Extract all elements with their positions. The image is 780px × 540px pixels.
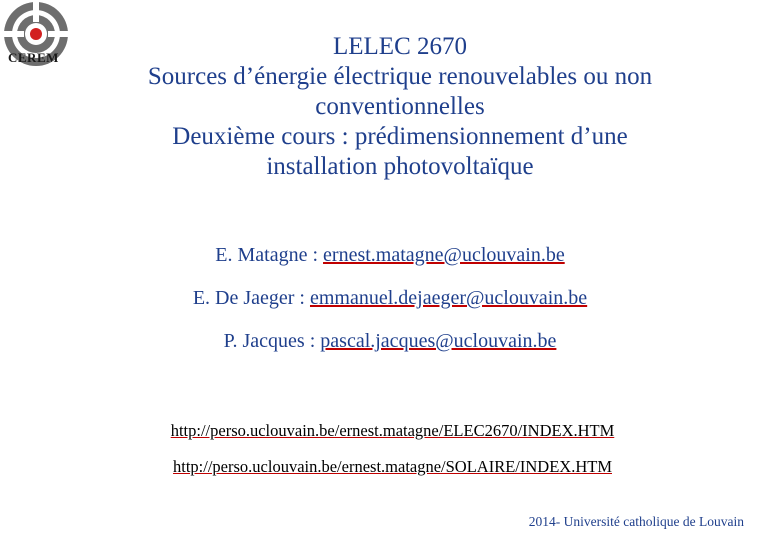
title-line-3: conventionnelles [315, 93, 485, 120]
footer-text: 2014- Université catholique de Louvain [528, 514, 744, 529]
course-link[interactable]: http://perso.uclouvain.be/ernest.matagne/SOLAIRE/INDEX.HTM [173, 457, 612, 476]
contact-row [0, 330, 780, 353]
course-link[interactable]: http://perso.uclouvain.be/ernest.matagne/ELEC2670/INDEX.HTM [170, 421, 615, 440]
email-link[interactable]: emmanuel.dejaeger@uclouvain.be [309, 287, 588, 309]
contact-row [0, 244, 780, 267]
slide-title [60, 32, 740, 182]
contact-name: E. Matagne : [215, 244, 324, 266]
course-link-row [0, 421, 780, 441]
title-line-4: Deuxième cours : prédimensionnement d’une [172, 123, 628, 150]
contact-row [0, 287, 780, 310]
contact-name: E. De Jaeger : [192, 287, 310, 309]
email-link[interactable]: pascal.jacques@uclouvain.be [320, 330, 557, 352]
title-line-5: installation photovoltaïque [266, 153, 534, 180]
course-link-row [0, 457, 780, 477]
logo-text: CEREM [8, 50, 59, 65]
title-line-2: Sources d’énergie électrique renouvelables ou non [147, 63, 653, 90]
contact-name: P. Jacques : [223, 330, 321, 352]
email-link[interactable]: ernest.matagne@uclouvain.be [323, 244, 565, 266]
title-line-1: LELEC 2670 [332, 33, 467, 60]
